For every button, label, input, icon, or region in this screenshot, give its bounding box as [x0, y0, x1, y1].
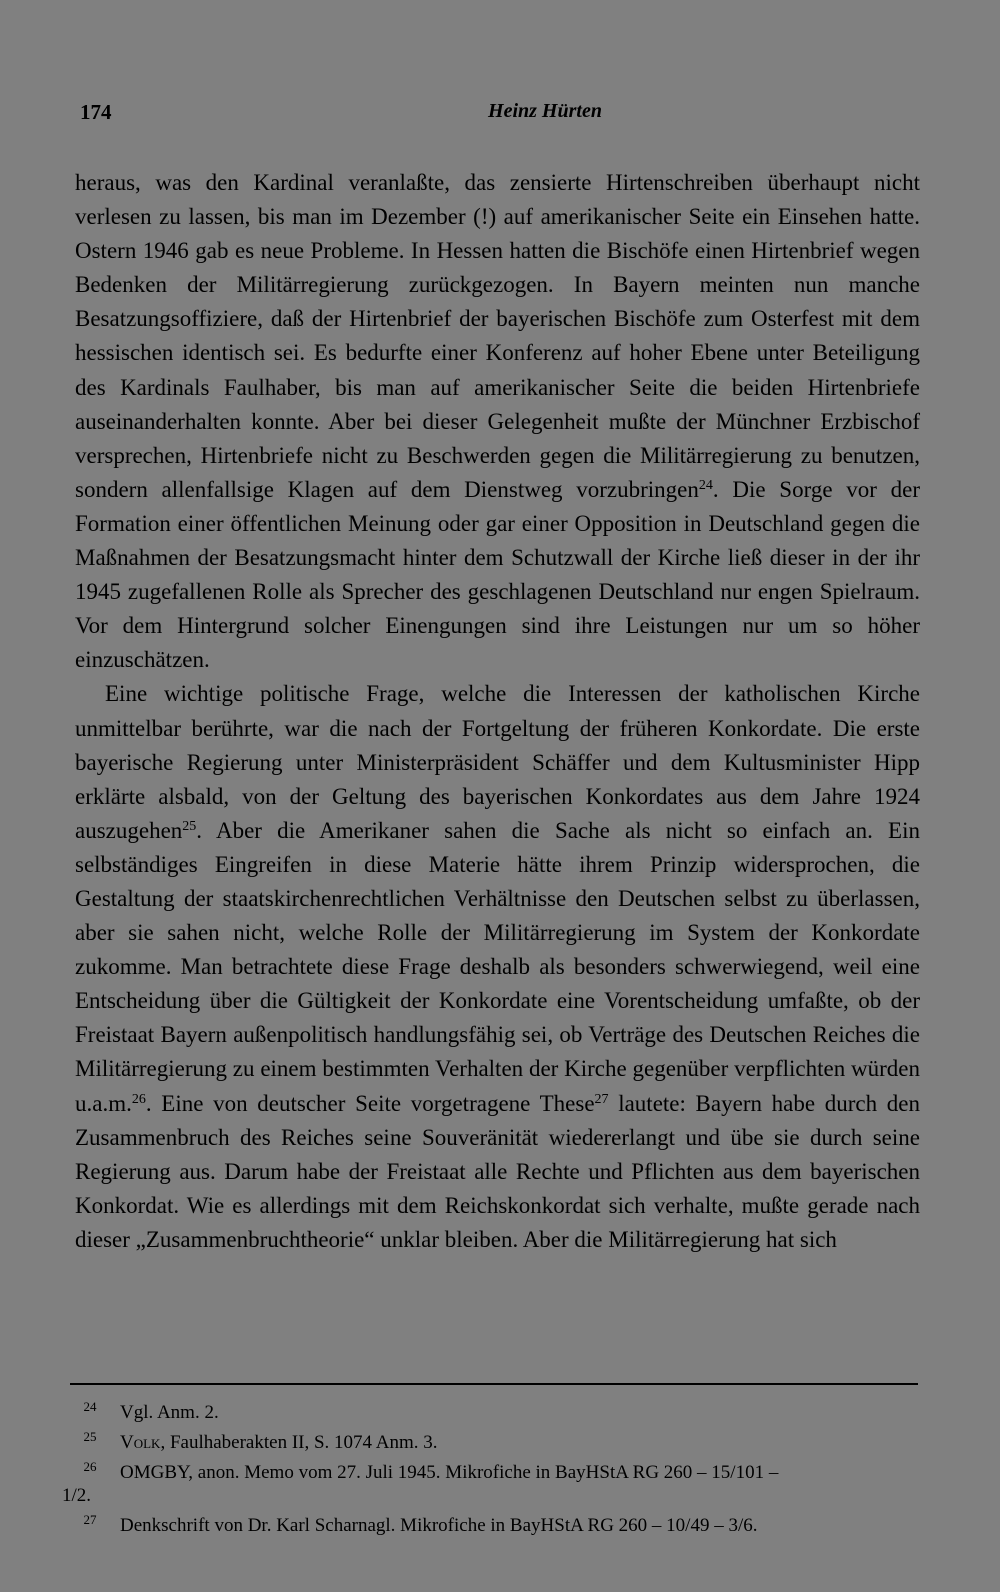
paragraph-2	[75, 677, 920, 1257]
footnote-25	[60, 1425, 920, 1454]
paragraph-2-text-a: Eine wichtige politische Frage, welche die Interessen der katholischen Kirche unmittelbar berührte, war die nach der Fortgeltung der früheren Konkordate. Die erste bayerische Regierung unter Ministerpräsident Schäffer und dem Kultusminister Hipp erklärte alsbald, von der Geltung des bayerischen Konkordates aus dem Jahre 1924 auszugehen	[75, 681, 920, 843]
paragraph-1-text-a: heraus, was den Kardinal veranlaßte, das zensierte Hirtenschreiben überhaupt nicht verlesen zu lassen, bis man im Dezember (!) auf amerikanischer Seite ein Einsehen hatte. Ostern 1946 gab es neue Probleme. In Hessen hatten die Bischöfe einen Hirtenbrief wegen Bedenken der Militärregierung zurückgezogen. In Bayern meinten nun manche Besatzungsoffiziere, daß der Hirtenbrief der bayerischen Bischöfe zum Osterfest mit dem hessischen identisch sei. Es bedurfte einer Konferenz auf hoher Ebene unter Beteiligung des Kardinals Faulhaber, bis man auf amerikanischer Seite die beiden Hirtenbriefe auseinanderhalten konnte. Aber bei dieser Gelegenheit mußte der Münchner Erzbischof versprechen, Hirtenbriefe nicht zu Beschwerden gegen die Militärregierung zu benutzen, sondern allenfallsige Klagen auf dem Dienstweg vorzubringen	[75, 170, 920, 502]
paragraph-2-text-b: . Aber die Amerikaner sahen die Sache als nicht so einfach an. Ein selbständiges Eingreifen in diese Materie hätte ihrem Prinzip widersprochen, die Gestaltung der staatskirchenrechtlichen Verhältnisse den Deutschen selbst zu überlassen, aber sie sahen nicht, welche Rolle der Militärregierung im System der Konkordate zukomme. Man betrachtete diese Frage deshalb als besonders schwerwiegend, weil eine Entscheidung über die Gültigkeit der Konkordate eine Vorentscheidung umfaßte, ob der Freistaat Bayern außenpolitisch handlungsfähig sei, ob Verträge des Deutschen Reiches die Militärregierung zu einem bestimmten Verhalten der Kirche gegenüber verpflichten würden u.a.m.	[75, 817, 920, 1116]
footnote-text: Denkschrift von Dr. Karl Scharnagl. Mikrofiche in BayHStA RG 260 – 10/49 – 3/6.	[120, 1515, 758, 1536]
footnote-24	[60, 1395, 920, 1424]
paragraph-1-text-b: . Die Sorge vor der Formation einer öffentlichen Meinung oder gar einer Opposition in Deutschland gegen die Maßnahmen der Besatzungsmacht hinter dem Schutzwall der Kirche ließ dieser in der ihr 1945 zugefallenen Rolle als Sprecher des geschlagenen Deutschland nur engen Spielraum. Vor dem Hintergrund solcher Einengungen sind ihre Leistungen nur um so höher einzuschätzen.	[75, 476, 921, 673]
footnote-ref-26: 26	[131, 1091, 146, 1107]
footnote-number: 26	[83, 1459, 97, 1474]
main-text	[75, 166, 920, 1257]
footnote-ref-24: 24	[698, 477, 713, 493]
page-number: 174	[80, 100, 112, 124]
paragraph-2-text-d: lautete: Bayern habe durch den Zusammenbruch des Reiches seine Souveränität wiedererlangt und übe sie durch seine Regierung aus. Darum habe der Freistaat alle Rechte und Pflichten aus dem bayerischen Konkordat. Wie es allerdings mit dem Reichskonkordat sich verhalte, mußte gerade nach dieser „Zusammenbruchtheorie“ unklar bleiben. Aber die Militärregierung hat sich	[75, 1090, 920, 1252]
footnote-text: , Faulhaberakten II, S. 1074 Anm. 3.	[160, 1432, 438, 1453]
footnote-number: 25	[83, 1429, 97, 1444]
running-head-author: Heinz Hürten	[488, 100, 602, 122]
footnote-text: OMGBY, anon. Memo vom 27. Juli 1945. Mikrofiche in BayHStA RG 260 – 15/101 –	[120, 1462, 779, 1483]
footnote-number: 24	[83, 1399, 97, 1414]
footnote-ref-27: 27	[594, 1091, 609, 1107]
footnotes	[60, 1395, 920, 1538]
footnote-text: Vgl. Anm. 2.	[120, 1402, 219, 1423]
footnote-divider	[70, 1383, 918, 1385]
footnote-26	[60, 1455, 920, 1507]
footnote-author: Volk	[120, 1432, 161, 1453]
page-header	[80, 100, 920, 134]
paragraph-1	[75, 166, 920, 677]
footnote-continuation: 1/2.	[62, 1485, 92, 1506]
footnote-ref-25: 25	[182, 818, 197, 834]
paragraph-2-text-c: . Eine von deutscher Seite vorgetragene These	[145, 1090, 595, 1116]
footnote-number: 27	[83, 1512, 97, 1527]
footnote-27	[60, 1508, 920, 1537]
